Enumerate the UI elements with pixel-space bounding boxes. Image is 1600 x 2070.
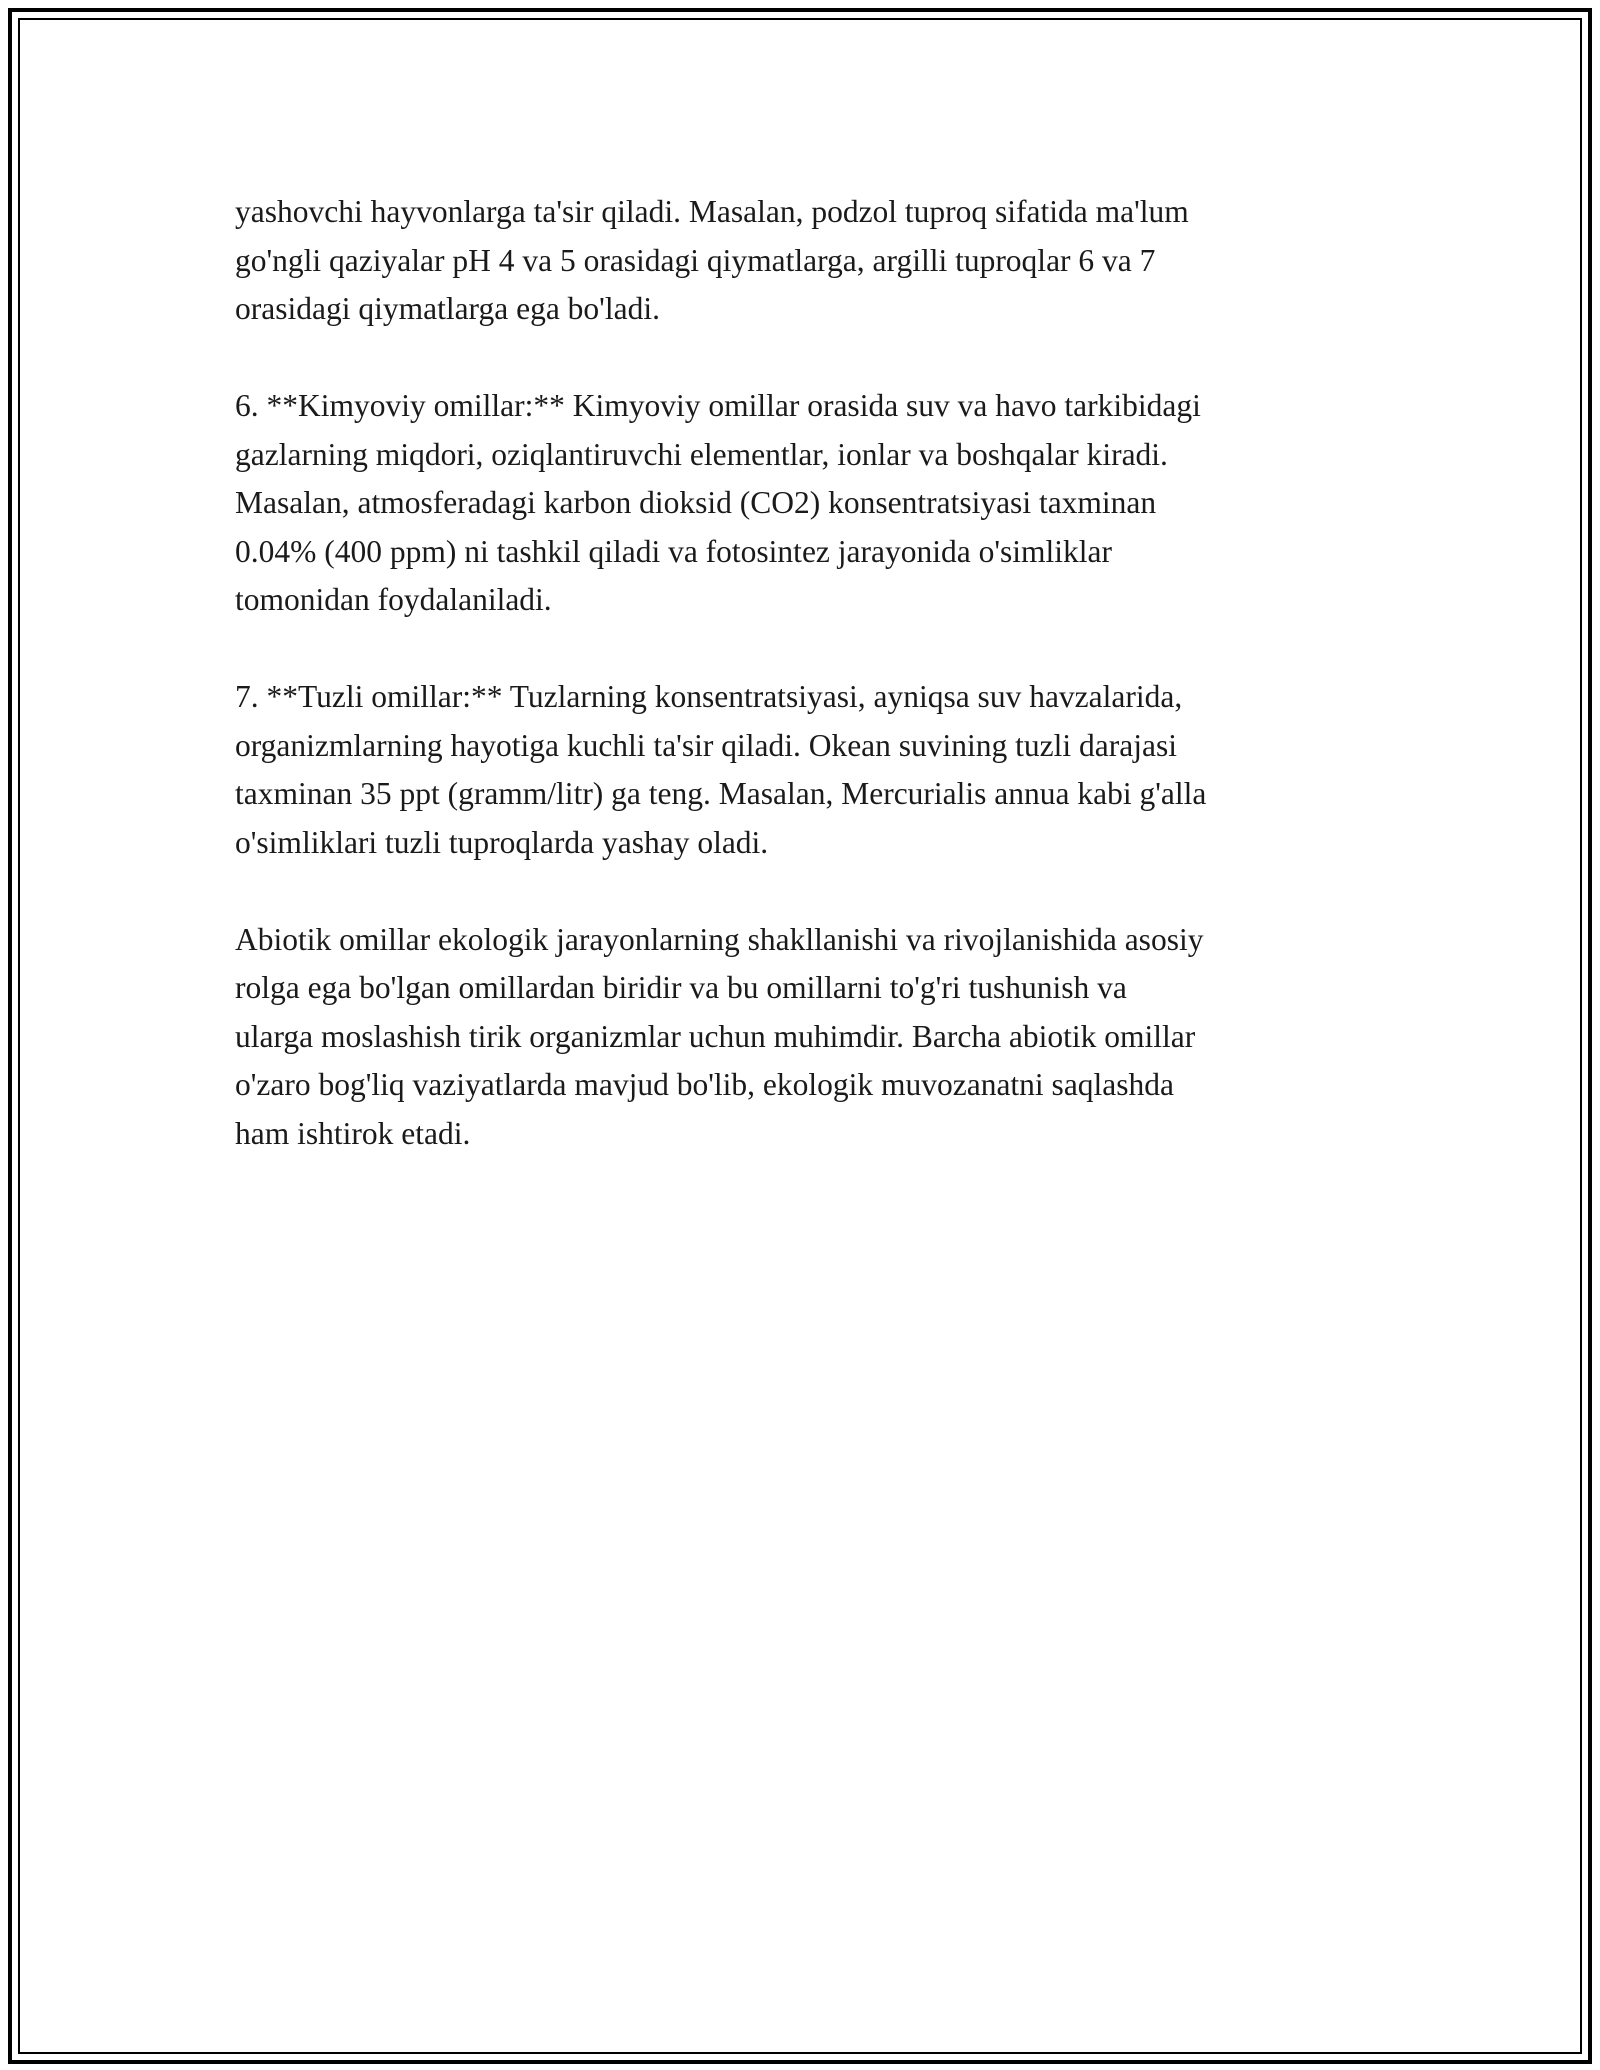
document-body — [235, 188, 1375, 1158]
paragraph-chemical-factors: 6. **Kimyoviy omillar:** Kimyoviy omillar orasida suv va havo tarkibidagi gazlarning miqdori, oziqlantiruvchi elementlar, ionlar va boshqalar kiradi. Masalan, atmosferadagi karbon dioksid (CO2) konsentratsiyasi taxminan 0.04% (400 ppm) ni tashkil qiladi va fotosintez jarayonida o'simliklar tomonidan foydalaniladi. — [235, 388, 1201, 617]
paragraph-soil-ph: yashovchi hayvonlarga ta'sir qiladi. Masalan, podzol tuproq sifatida ma'lum go'ngli qaziyalar pH 4 va 5 orasidagi qiymatlarga, argilli tuproqlar 6 va 7 orasidagi qiymatlarga ega bo'ladi. — [235, 194, 1189, 326]
paragraph-salt-factors: 7. **Tuzli omillar:** Tuzlarning konsentratsiyasi, ayniqsa suv havzalarida, organizmlarning hayotiga kuchli ta'sir qiladi. Okean suvining tuzli darajasi taxminan 35 ppt (gramm/litr) ga teng. Masalan, Mercurialis annua kabi g'alla o'simliklari tuzli tuproqlarda yashay oladi. — [235, 679, 1207, 860]
paragraph-conclusion: Abiotik omillar ekologik jarayonlarning shakllanishi va rivojlanishida asosiy rolga ega bo'lgan omillardan biridir va bu omillarni to'g'ri tushunish va ularga moslashish tirik organizmlar uchun muhimdir. Barcha abiotik omillar o'zaro bog'liq vaziyatlarda mavjud bo'lib, ekologik muvozanatni saqlashda ham ishtirok etadi. — [235, 921, 1204, 1151]
